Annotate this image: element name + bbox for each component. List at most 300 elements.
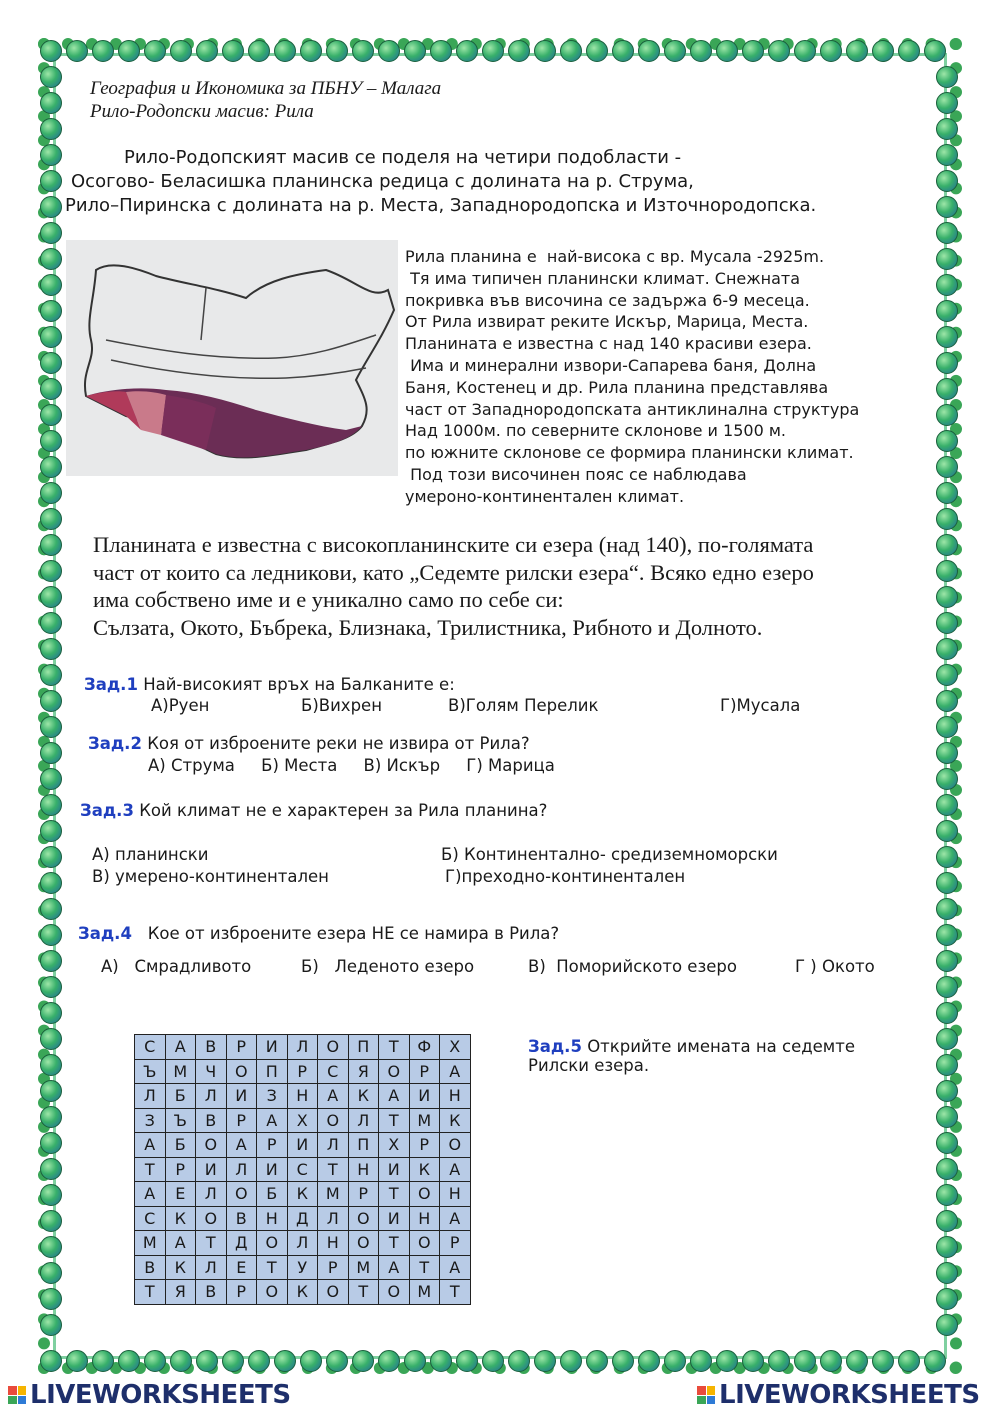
grid-cell[interactable]: М: [135, 1231, 166, 1256]
grid-cell[interactable]: Р: [226, 1035, 257, 1060]
task-3-text: Кой климат не е характерен за Рила планина?: [139, 801, 548, 820]
liveworksheets-brand-left: LIVEWORKSHEETS: [30, 1380, 291, 1410]
grid-cell[interactable]: Т: [379, 1182, 410, 1207]
task-3-option-a[interactable]: А) планински: [92, 845, 209, 864]
globe-icon: [404, 1350, 426, 1372]
grid-cell[interactable]: Р: [409, 1059, 440, 1084]
grid-cell[interactable]: В: [135, 1255, 166, 1280]
task-3-option-c[interactable]: В) умерено-континентален: [92, 867, 329, 886]
globe-icon: [768, 1350, 790, 1372]
globe-icon: [482, 1350, 504, 1372]
grid-cell[interactable]: Е: [226, 1255, 257, 1280]
task-2-question: [88, 734, 530, 753]
globe-icon: [936, 1210, 958, 1232]
grid-cell[interactable]: А: [440, 1255, 471, 1280]
grid-cell[interactable]: И: [257, 1157, 288, 1182]
globe-icon: [40, 1288, 62, 1310]
globe-icon: [936, 482, 958, 504]
grid-cell[interactable]: Л: [318, 1133, 349, 1158]
grid-cell[interactable]: Л: [196, 1182, 227, 1207]
grid-cell[interactable]: Н: [409, 1206, 440, 1231]
globe-icon: [936, 1262, 958, 1284]
task-4-option-c[interactable]: В) Поморийското езеро: [528, 957, 737, 976]
globe-icon: [936, 768, 958, 790]
globe-icon: [40, 950, 62, 972]
globe-icon: [40, 66, 62, 88]
grid-cell[interactable]: Т: [409, 1255, 440, 1280]
globe-icon: [40, 404, 62, 426]
globe-icon: [40, 1080, 62, 1102]
globe-icon: [40, 1350, 62, 1372]
globe-icon: [40, 872, 62, 894]
grid-cell[interactable]: П: [348, 1133, 379, 1158]
grid-cell[interactable]: Т: [135, 1157, 166, 1182]
grid-cell[interactable]: Т: [135, 1280, 166, 1305]
description-line: умероно-континентален климат.: [405, 486, 685, 506]
grid-cell[interactable]: Р: [226, 1108, 257, 1133]
grid-cell[interactable]: М: [409, 1280, 440, 1305]
globe-icon: [936, 1002, 958, 1024]
grid-cell[interactable]: И: [379, 1206, 410, 1231]
grid-cell[interactable]: Б: [165, 1133, 196, 1158]
grid-cell[interactable]: О: [379, 1059, 410, 1084]
globe-icon: [40, 534, 62, 556]
globe-icon: [248, 1350, 270, 1372]
grid-cell[interactable]: Н: [440, 1084, 471, 1109]
globe-icon: [456, 40, 478, 62]
globe-icon: [846, 1350, 868, 1372]
globe-icon: [40, 378, 62, 400]
grid-cell[interactable]: С: [135, 1035, 166, 1060]
grid-row: [135, 1084, 471, 1109]
globe-icon: [936, 1080, 958, 1102]
globe-icon: [794, 1350, 816, 1372]
grid-cell[interactable]: Х: [379, 1133, 410, 1158]
grid-cell[interactable]: А: [379, 1084, 410, 1109]
globe-icon: [170, 40, 192, 62]
header-subject: География и Икономика за ПБНУ – Малага: [90, 78, 442, 99]
globe-icon: [40, 664, 62, 686]
grid-cell[interactable]: К: [165, 1255, 196, 1280]
globe-icon: [936, 196, 958, 218]
grid-cell[interactable]: К: [165, 1206, 196, 1231]
globe-icon: [40, 898, 62, 920]
task-1-option-d[interactable]: Г)Мусала: [720, 696, 801, 715]
task-2-options[interactable]: А) Струма Б) Места В) Искър Г) Марица: [148, 756, 555, 775]
lakes-line-2: част от които са ледникови, като „Седемте рилски езера“. Всяко едно езеро: [93, 559, 814, 585]
globe-icon: [936, 612, 958, 634]
task-1-option-a[interactable]: А)Руен: [151, 696, 210, 715]
task-4-option-d[interactable]: Г ) Окото: [795, 957, 875, 976]
globe-icon: [40, 1028, 62, 1050]
globe-icon: [936, 664, 958, 686]
bulgaria-map-image: [66, 240, 398, 476]
grid-cell[interactable]: Л: [196, 1255, 227, 1280]
globe-icon: [638, 40, 660, 62]
globe-icon: [936, 144, 958, 166]
globe-icon: [40, 456, 62, 478]
grid-cell[interactable]: Л: [348, 1108, 379, 1133]
task-2-text: Коя от изброените реки не извира от Рила?: [147, 734, 530, 753]
grid-cell[interactable]: Т: [440, 1280, 471, 1305]
grid-cell[interactable]: И: [196, 1157, 227, 1182]
task-5-line-1: Открийте имената на седемте: [587, 1037, 856, 1056]
globe-icon: [936, 1314, 958, 1336]
globe-icon: [40, 612, 62, 634]
grid-cell[interactable]: А: [226, 1133, 257, 1158]
description-line: покривка във височина се задържа 6-9 месеца.: [405, 290, 810, 310]
grid-cell[interactable]: М: [348, 1255, 379, 1280]
globe-icon: [66, 40, 88, 62]
task-3-option-b[interactable]: Б) Континентално- средиземноморски: [441, 845, 778, 864]
globe-icon: [40, 196, 62, 218]
task-4-option-a[interactable]: А) Смрадливото: [101, 957, 252, 976]
grid-cell[interactable]: Р: [409, 1133, 440, 1158]
globe-icon: [638, 1350, 660, 1372]
grid-cell[interactable]: М: [318, 1182, 349, 1207]
globe-icon: [378, 1350, 400, 1372]
grid-cell[interactable]: А: [440, 1206, 471, 1231]
globe-border-left: [40, 66, 62, 1336]
grid-cell[interactable]: Р: [318, 1255, 349, 1280]
intro-line-1: Рило-Родопският масив се поделя на четири подобласти -: [124, 147, 682, 168]
grid-cell[interactable]: Р: [257, 1133, 288, 1158]
grid-cell[interactable]: З: [257, 1084, 288, 1109]
grid-cell[interactable]: Л: [318, 1206, 349, 1231]
globe-icon: [40, 1132, 62, 1154]
grid-cell[interactable]: О: [348, 1206, 379, 1231]
globe-icon: [40, 300, 62, 322]
grid-cell[interactable]: О: [440, 1133, 471, 1158]
globe-icon: [40, 1184, 62, 1206]
globe-icon: [936, 534, 958, 556]
grid-cell[interactable]: О: [196, 1133, 227, 1158]
word-search-grid[interactable]: [134, 1034, 471, 1305]
globe-icon: [222, 40, 244, 62]
grid-cell[interactable]: И: [287, 1133, 318, 1158]
globe-icon: [936, 118, 958, 140]
globe-icon: [40, 924, 62, 946]
globe-icon: [936, 170, 958, 192]
grid-cell[interactable]: С: [287, 1157, 318, 1182]
globe-icon: [40, 274, 62, 296]
liveworksheets-icon: [697, 1386, 715, 1404]
grid-cell[interactable]: М: [409, 1108, 440, 1133]
globe-icon: [534, 40, 556, 62]
description-line: Тя има типичен планински климат. Снежната: [405, 268, 801, 288]
task-1-option-c[interactable]: В)Голям Перелик: [448, 696, 599, 715]
globe-icon: [482, 40, 504, 62]
grid-cell[interactable]: А: [165, 1231, 196, 1256]
lakes-paragraph: [93, 531, 923, 641]
globe-icon: [936, 300, 958, 322]
task-3-option-d[interactable]: Г)преходно-континентален: [445, 867, 686, 886]
task-1-option-b[interactable]: Б)Вихрен: [301, 696, 382, 715]
globe-icon: [586, 1350, 608, 1372]
globe-icon: [378, 40, 400, 62]
globe-icon: [196, 40, 218, 62]
intro-line-2: Осогово- Беласишка планинска редица с долината на р. Струма,: [71, 171, 694, 192]
grid-cell[interactable]: П: [348, 1035, 379, 1060]
task-3-label: Зад.3: [80, 801, 134, 820]
globe-icon: [820, 1350, 842, 1372]
globe-icon: [936, 66, 958, 88]
grid-cell[interactable]: Д: [287, 1206, 318, 1231]
grid-cell[interactable]: Л: [287, 1035, 318, 1060]
globe-icon: [586, 40, 608, 62]
globe-icon: [40, 248, 62, 270]
grid-cell[interactable]: О: [257, 1280, 288, 1305]
globe-icon: [936, 92, 958, 114]
globe-icon: [664, 40, 686, 62]
grid-cell[interactable]: З: [135, 1108, 166, 1133]
globe-icon: [690, 40, 712, 62]
grid-cell[interactable]: П: [257, 1059, 288, 1084]
globe-border-right: [936, 66, 958, 1336]
grid-row: [135, 1280, 471, 1305]
grid-cell[interactable]: В: [196, 1035, 227, 1060]
grid-cell[interactable]: Р: [440, 1231, 471, 1256]
globe-icon: [40, 1262, 62, 1284]
globe-icon: [936, 586, 958, 608]
grid-cell[interactable]: А: [440, 1157, 471, 1182]
grid-cell[interactable]: Л: [135, 1084, 166, 1109]
grid-cell[interactable]: С: [318, 1059, 349, 1084]
grid-cell[interactable]: К: [409, 1157, 440, 1182]
globe-icon: [456, 1350, 478, 1372]
globe-icon: [936, 1236, 958, 1258]
grid-cell[interactable]: О: [318, 1108, 349, 1133]
globe-icon: [936, 924, 958, 946]
globe-icon: [92, 40, 114, 62]
globe-icon: [898, 1350, 920, 1372]
globe-icon: [40, 1210, 62, 1232]
grid-cell[interactable]: Ф: [409, 1035, 440, 1060]
grid-cell[interactable]: Е: [165, 1182, 196, 1207]
globe-icon: [40, 690, 62, 712]
grid-row: [135, 1035, 471, 1060]
globe-icon: [40, 768, 62, 790]
lakes-line-1: Планината е известна с високопланинските си езера (над 140), по-голямата: [93, 532, 814, 557]
grid-row: [135, 1059, 471, 1084]
grid-cell[interactable]: Н: [287, 1084, 318, 1109]
grid-cell[interactable]: К: [348, 1084, 379, 1109]
grid-cell[interactable]: С: [135, 1206, 166, 1231]
grid-cell[interactable]: А: [135, 1133, 166, 1158]
grid-cell[interactable]: Х: [440, 1035, 471, 1060]
globe-icon: [40, 1158, 62, 1180]
globe-icon: [430, 1350, 452, 1372]
globe-icon: [936, 1028, 958, 1050]
globe-icon: [508, 40, 530, 62]
globe-icon: [222, 1350, 244, 1372]
grid-cell[interactable]: У: [287, 1255, 318, 1280]
globe-icon: [40, 1314, 62, 1336]
liveworksheets-logo-right[interactable]: [697, 1380, 980, 1410]
grid-cell[interactable]: Б: [165, 1084, 196, 1109]
globe-icon: [40, 638, 62, 660]
globe-icon: [664, 1350, 686, 1372]
grid-cell[interactable]: Т: [196, 1231, 227, 1256]
grid-cell[interactable]: А: [165, 1035, 196, 1060]
grid-cell[interactable]: Р: [226, 1280, 257, 1305]
globe-icon: [248, 40, 270, 62]
grid-cell[interactable]: Н: [257, 1206, 288, 1231]
grid-cell[interactable]: А: [135, 1182, 166, 1207]
grid-cell[interactable]: К: [287, 1280, 318, 1305]
grid-cell[interactable]: Ч: [196, 1059, 227, 1084]
globe-icon: [924, 40, 946, 62]
globe-icon: [40, 1106, 62, 1128]
grid-cell[interactable]: Ъ: [165, 1108, 196, 1133]
globe-icon: [936, 274, 958, 296]
globe-icon: [40, 820, 62, 842]
globe-icon: [326, 40, 348, 62]
globe-icon: [40, 482, 62, 504]
task-1-question: [84, 675, 455, 694]
globe-icon: [936, 820, 958, 842]
grid-cell[interactable]: Т: [379, 1231, 410, 1256]
grid-cell[interactable]: О: [318, 1280, 349, 1305]
globe-border-bottom: [40, 1350, 946, 1372]
grid-cell[interactable]: В: [196, 1108, 227, 1133]
globe-icon: [92, 1350, 114, 1372]
globe-border-top: [40, 40, 946, 62]
globe-icon: [118, 1350, 140, 1372]
grid-cell[interactable]: А: [318, 1084, 349, 1109]
grid-cell[interactable]: А: [440, 1059, 471, 1084]
description-line: Има и минерални извори-Сапарева баня, Долна: [405, 355, 817, 375]
globe-icon: [936, 872, 958, 894]
globe-icon: [66, 1350, 88, 1372]
grid-cell[interactable]: Я: [348, 1059, 379, 1084]
globe-icon: [612, 1350, 634, 1372]
globe-icon: [936, 638, 958, 660]
grid-cell[interactable]: Л: [226, 1157, 257, 1182]
globe-icon: [430, 40, 452, 62]
globe-icon: [144, 40, 166, 62]
grid-cell[interactable]: И: [379, 1157, 410, 1182]
globe-icon: [936, 560, 958, 582]
globe-icon: [40, 742, 62, 764]
grid-cell[interactable]: О: [196, 1206, 227, 1231]
grid-row: [135, 1182, 471, 1207]
grid-cell[interactable]: И: [226, 1084, 257, 1109]
grid-cell[interactable]: Т: [379, 1108, 410, 1133]
grid-cell[interactable]: О: [409, 1182, 440, 1207]
grid-cell[interactable]: Д: [226, 1231, 257, 1256]
grid-cell[interactable]: Т: [379, 1035, 410, 1060]
globe-icon: [936, 430, 958, 452]
task-4-text: Кое от изброените езера НЕ се намира в Рила?: [147, 924, 560, 943]
grid-row: [135, 1133, 471, 1158]
grid-cell[interactable]: Х: [287, 1108, 318, 1133]
task-4-question: [78, 924, 559, 943]
globe-icon: [40, 1236, 62, 1258]
globe-icon: [560, 1350, 582, 1372]
globe-icon: [936, 1288, 958, 1310]
globe-icon: [936, 1054, 958, 1076]
grid-cell[interactable]: М: [165, 1059, 196, 1084]
grid-cell[interactable]: Р: [165, 1157, 196, 1182]
globe-icon: [300, 1350, 322, 1372]
globe-icon: [508, 1350, 530, 1372]
globe-icon: [936, 976, 958, 998]
globe-icon: [40, 716, 62, 738]
grid-cell[interactable]: О: [348, 1231, 379, 1256]
grid-cell[interactable]: Б: [257, 1182, 288, 1207]
grid-cell[interactable]: В: [196, 1280, 227, 1305]
intro-line-3: Рило–Пиринска с долината на р. Места, Западнородопска и Източнородопска.: [65, 195, 817, 216]
grid-row: [135, 1255, 471, 1280]
grid-cell[interactable]: О: [409, 1231, 440, 1256]
grid-cell[interactable]: В: [226, 1206, 257, 1231]
liveworksheets-logo-left[interactable]: [8, 1380, 291, 1410]
grid-cell[interactable]: И: [409, 1084, 440, 1109]
task-4-option-b[interactable]: Б) Леденото езеро: [301, 957, 475, 976]
grid-cell[interactable]: О: [257, 1231, 288, 1256]
grid-cell[interactable]: Р: [348, 1182, 379, 1207]
grid-cell[interactable]: Л: [196, 1084, 227, 1109]
globe-icon: [40, 794, 62, 816]
grid-cell[interactable]: А: [257, 1108, 288, 1133]
globe-icon: [794, 40, 816, 62]
grid-cell[interactable]: О: [379, 1280, 410, 1305]
liveworksheets-icon: [8, 1386, 26, 1404]
globe-icon: [40, 352, 62, 374]
grid-row: [135, 1231, 471, 1256]
description-line: Под този височинен пояс се наблюдава: [405, 464, 747, 484]
globe-icon: [326, 1350, 348, 1372]
globe-icon: [612, 40, 634, 62]
description-line: Планината е известна с над 140 красиви езера.: [405, 334, 812, 354]
grid-cell[interactable]: К: [440, 1108, 471, 1133]
globe-icon: [274, 40, 296, 62]
globe-icon: [936, 326, 958, 348]
globe-icon: [924, 1350, 946, 1372]
description-line: Баня, Костенец и др. Рила планина представлява: [405, 377, 829, 397]
globe-icon: [40, 92, 62, 114]
globe-icon: [846, 40, 868, 62]
grid-cell[interactable]: О: [318, 1035, 349, 1060]
globe-icon: [40, 170, 62, 192]
globe-icon: [936, 742, 958, 764]
grid-row: [135, 1157, 471, 1182]
globe-icon: [936, 716, 958, 738]
description-line: част от Западнородопската антиклинална структура: [405, 399, 860, 419]
grid-cell[interactable]: Н: [318, 1231, 349, 1256]
description-line: Рила планина е най-висока с вр. Мусала -2925m.: [405, 247, 825, 266]
grid-cell[interactable]: И: [257, 1035, 288, 1060]
globe-icon: [936, 456, 958, 478]
grid-cell[interactable]: Н: [348, 1157, 379, 1182]
grid-cell[interactable]: А: [379, 1255, 410, 1280]
globe-icon: [144, 1350, 166, 1372]
grid-cell[interactable]: К: [287, 1182, 318, 1207]
grid-cell[interactable]: Н: [440, 1182, 471, 1207]
grid-cell[interactable]: Р: [287, 1059, 318, 1084]
grid-cell[interactable]: Т: [348, 1280, 379, 1305]
grid-cell[interactable]: О: [226, 1059, 257, 1084]
globe-icon: [170, 1350, 192, 1372]
grid-cell[interactable]: Т: [318, 1157, 349, 1182]
grid-cell[interactable]: Л: [287, 1231, 318, 1256]
grid-cell[interactable]: Т: [257, 1255, 288, 1280]
grid-cell[interactable]: Я: [165, 1280, 196, 1305]
grid-cell[interactable]: О: [226, 1182, 257, 1207]
grid-cell[interactable]: Ъ: [135, 1059, 166, 1084]
globe-icon: [352, 1350, 374, 1372]
